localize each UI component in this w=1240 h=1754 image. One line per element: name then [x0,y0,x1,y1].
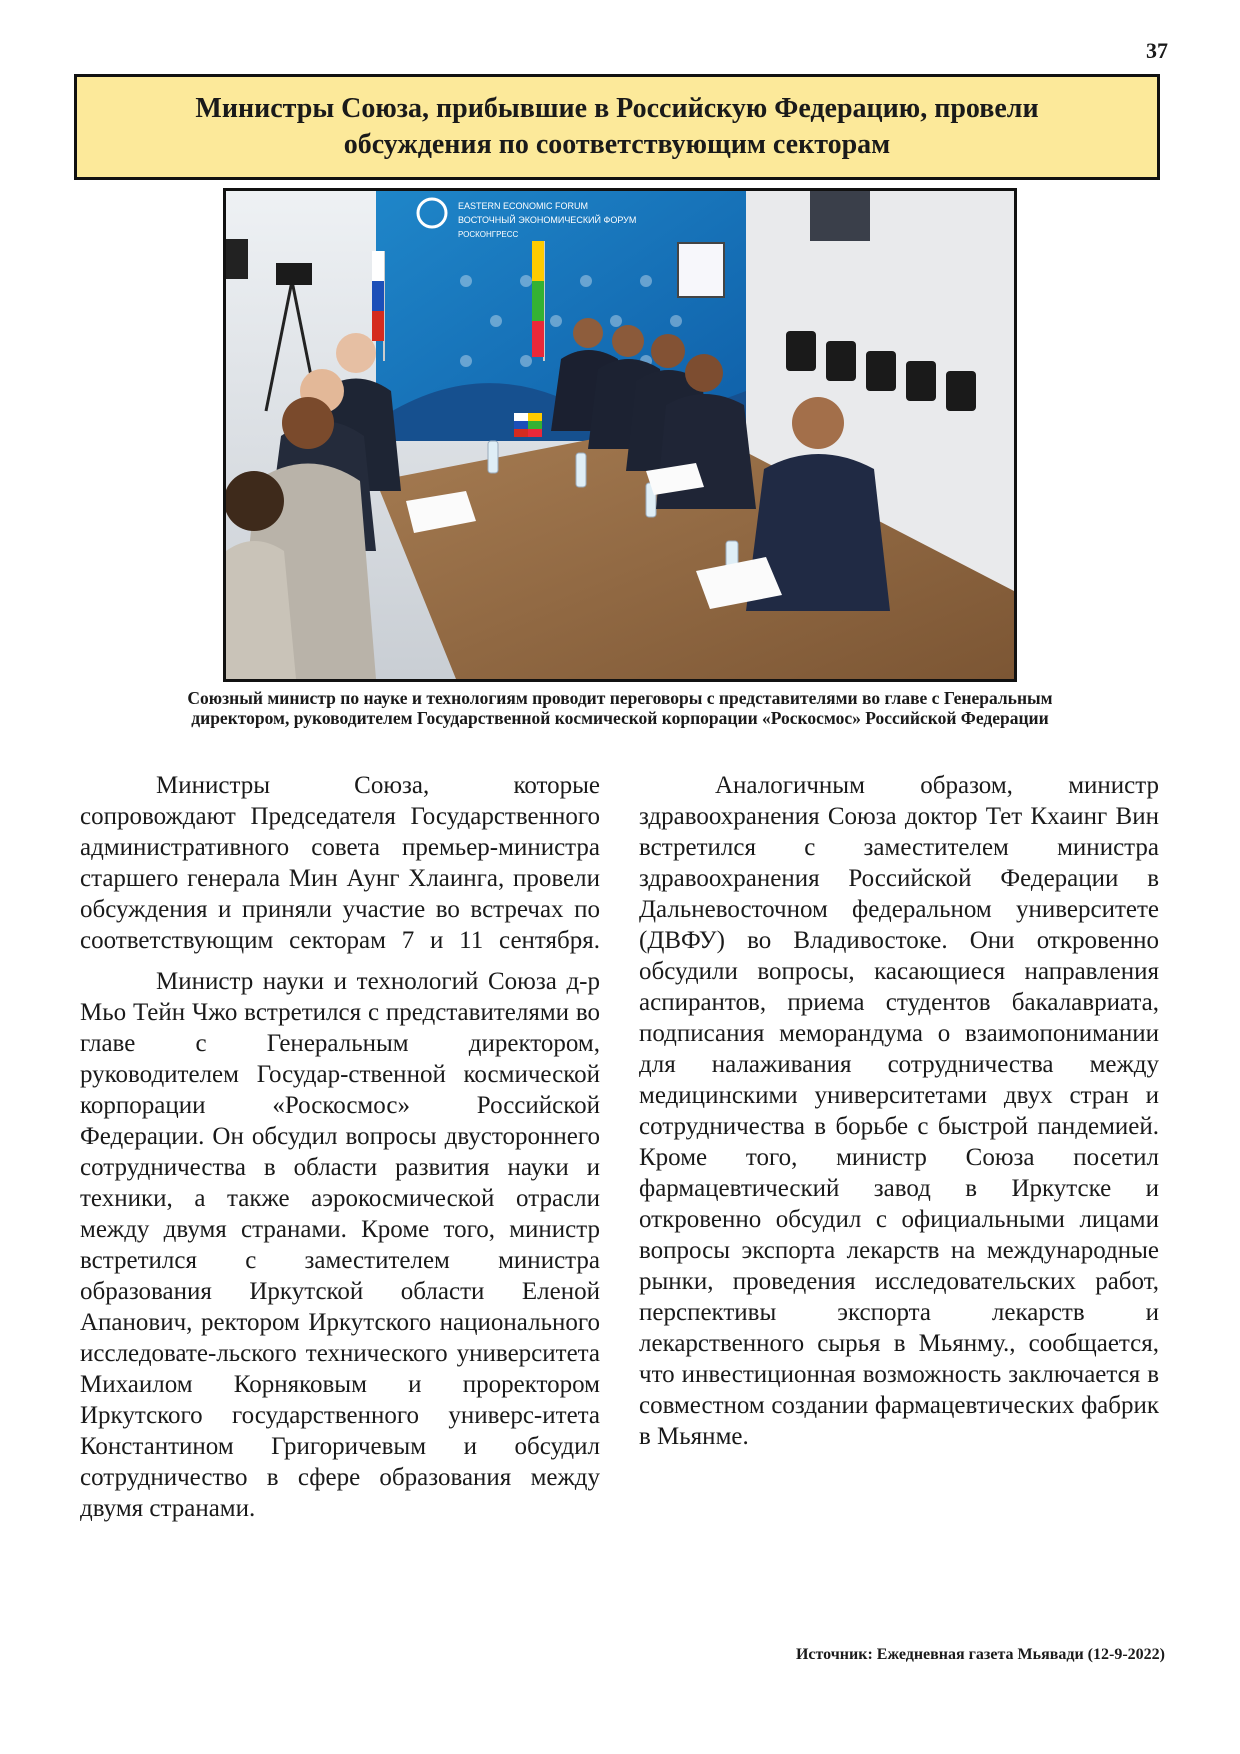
forum-logo-text-ru: ВОСТОЧНЫЙ ЭКОНОМИЧЕСКИЙ ФОРУМ [458,215,637,225]
photo-caption: Союзный министр по науке и технологиям проводит переговоры с представителями во главе с Генеральным директором, руководителем Государственной космической корпорации «Роскосмос» Российской Федерации [187,688,1053,728]
meeting-photo [223,188,1017,682]
article-paragraph: Министры Союза, которые сопровождают Председателя Государственного административного совета премьер-министра старшего генерала Мин Аунг Хлаинга, провели обсуждения и приняли участие во встречах по соответствующим секторам 7 и 11 сентября. [80,772,600,954]
page-number: 37 [1146,38,1168,63]
forum-logo-text-en: EASTERN ECONOMIC FORUM [458,201,589,211]
source-line: Источник: Ежедневная газета Мьявади (12-9-2022) [795,1646,1165,1663]
forum-brand-text: РОСКОНГРЕСС [458,230,519,239]
article-column-left [80,770,600,1534]
headline-box [74,74,1160,180]
article-paragraph: Министр науки и технологий Союза д-р Мьо Тейн Чжо встретился с представителями во главе с Генеральным директором, руководителем Государ-ственной космической корпорации «Роскосмос» Российской Федерации. Он обсудил вопросы двустороннего сотрудничества в области развития науки и техники, а также аэрокосмической отрасли между двумя странами. Кроме того, министр встретился с заместителем министра образования Иркутской области Еленой Апанович, ректором Иркутского национального исследовате-льского технического университета Михаилом Корняковым и проректором Иркутского государственного универс-итета Константином Григоричевым и обсудил сотрудничество в сфере образования между двумя странами. [80,968,600,1522]
meeting-photo-illustration [226,191,1014,679]
article-column-right [639,770,1159,1462]
article-paragraph: Аналогичным образом, министр здравоохранения Союза доктор Тет Кхаинг Вин встретился с заместителем министра здравоохранения Российской Федерации в Дальневосточном федеральном университете (ДВФУ) во Владивостоке. Они откровенно обсудили вопросы, касающиеся направления аспирантов, приема студентов бакалавриата, подписания меморандума о взаимопонимании для налаживания сотрудничества между медицинскими университетами двух стран и сотрудничества в борьбе с быстрой пандемией. Кроме того, министр Союза посетил фармацевтический завод в Иркутске и откровенно обсудил с официальными лицами вопросы экспорта лекарств на международные рынки, проведения исследовательских работ, перспективы экспорта лекарств и лекарственного сырья в Мьянму., сообщается, что инвестиционная возможность заключается в совместном создании фармацевтических фабрик в Мьянме. [639,772,1159,1450]
headline: Министры Союза, прибывшие в Российскую Федерацию, провели обсуждения по соответствующим секторам [195,93,1039,160]
